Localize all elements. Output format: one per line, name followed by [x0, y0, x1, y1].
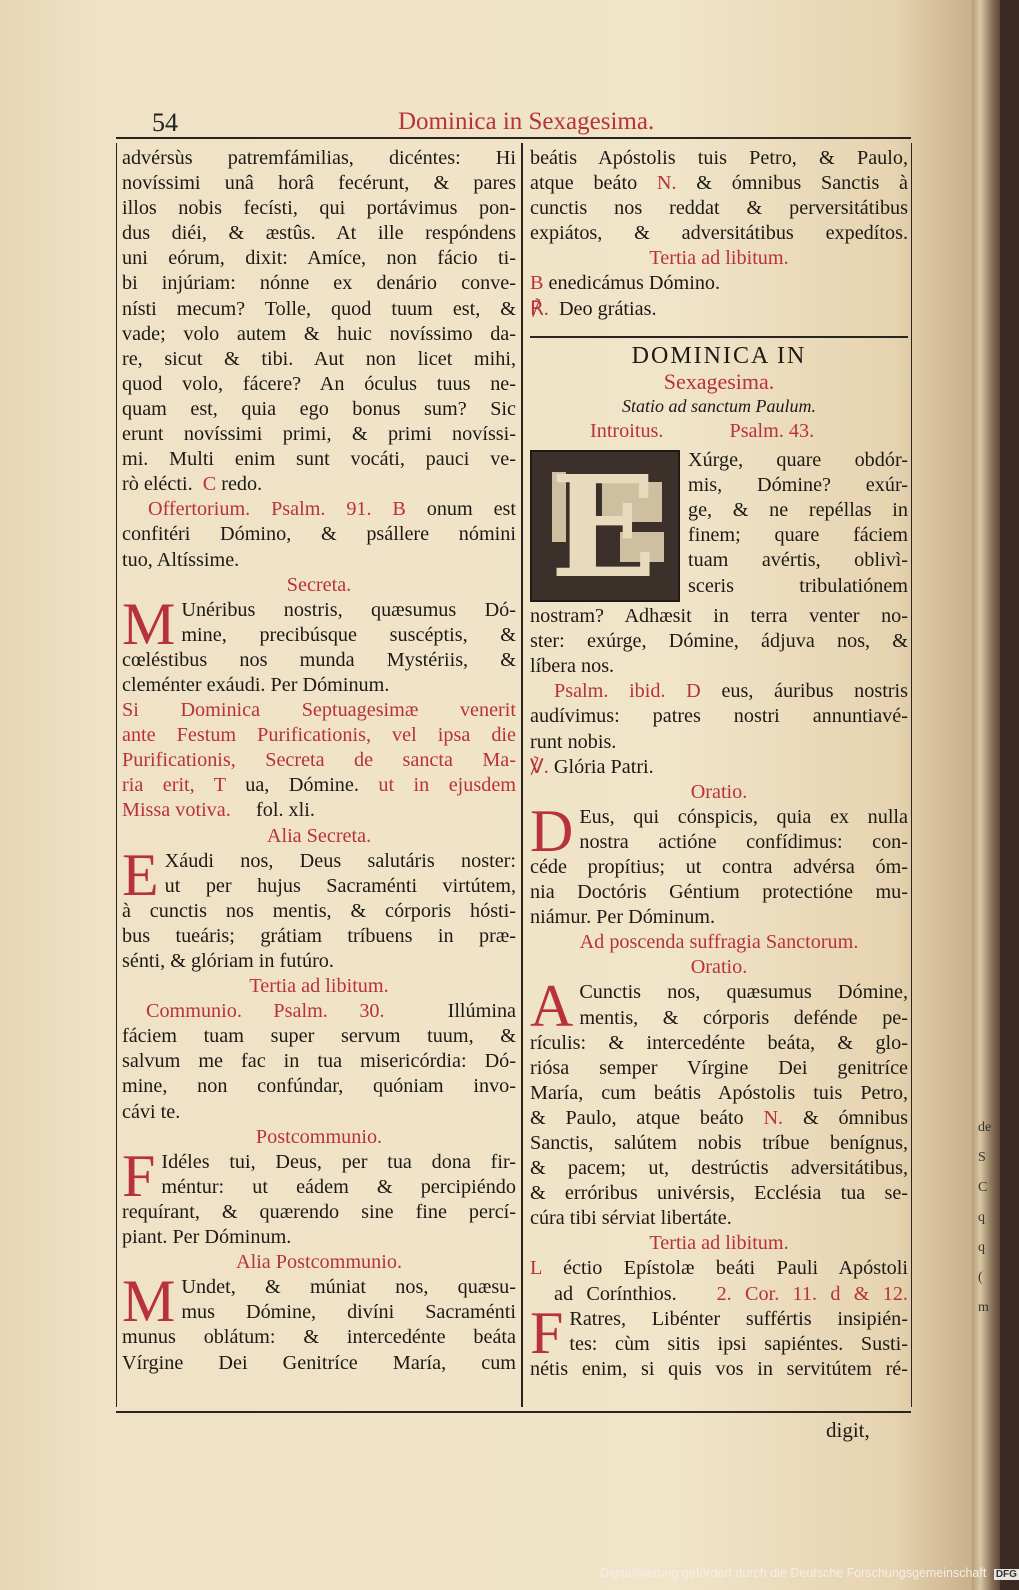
text-line: erunt novíssimi primi, & primi novíssi-	[122, 423, 516, 446]
tertia-ad-libitum: Tertia ad libitum.	[249, 975, 389, 998]
text-line: nia Doctóris Géntium protectióne mu-	[530, 881, 908, 904]
edge-fragment: S	[978, 1150, 986, 1165]
text-line: mis, Dómine? exúr-	[688, 474, 908, 497]
text-line: rículis: & intercedénte beáta, & glo-	[530, 1031, 908, 1054]
text-line: quod volo, fácere? An óculus tuus ne-	[122, 372, 516, 395]
text-line: audívimus: patres nostri annuntiavé-	[530, 705, 908, 728]
text-line: sénti, & glóriam in futúro.	[122, 950, 334, 972]
gloria-line: ℣. Glória Patri.	[530, 755, 654, 778]
right-column	[530, 146, 908, 1382]
tertia-ad-libitum: Tertia ad libitum.	[649, 247, 789, 270]
postcommunio-paragraph	[122, 1142, 516, 1250]
secreta-paragraph	[122, 590, 516, 698]
text-line: fáciem tuam super servum tuum, &	[122, 1025, 516, 1048]
communio-line: Communio. Psalm. 30. Illúmina	[146, 1000, 516, 1023]
introitus-rubric: Introitus. Psalm. 43.	[590, 419, 815, 442]
text-line: bus tueáris; grátiam tríbuens in præ-	[122, 924, 516, 947]
text-line: runt nobis.	[530, 730, 617, 753]
text-line: illos nobis fecísti, qui portávimus pon-	[122, 197, 516, 220]
psalm-line: Psalm. ibid. D eus, áuribus nostris	[554, 680, 908, 703]
text-line: uni eórum, dixit: Amíce, non fácio ti-	[122, 247, 516, 270]
text-line: beátis Apóstolis tuis Petro, & Paulo,	[530, 147, 908, 169]
text-line: méntur: ut eádem & percipiéndo	[161, 1175, 516, 1198]
section-heading-alia-postcommunio: Alia Postcommunio.	[236, 1251, 402, 1274]
lectio-line: ad Corínthios. 2. Cor. 11. d & 12.	[554, 1282, 908, 1305]
text-line: requírant, & quærendo sine fine percí-	[122, 1200, 516, 1223]
text-line: riósa semper Vírgine Dei genitríce	[530, 1056, 908, 1079]
alia-postcommunio-paragraph	[122, 1268, 516, 1375]
benedicamus-line: B enedicámus Dómino.	[530, 272, 721, 295]
facing-page-edge	[972, 0, 1000, 1590]
text-line: cúra tibi sérviat libertáte.	[530, 1207, 732, 1230]
edge-fragment: q	[978, 1240, 985, 1255]
text-line: céde propítius; ut contra advérsa óm-	[530, 855, 908, 878]
section-heading-postcommunio: Postcommunio.	[255, 1125, 383, 1148]
woodcut-initial	[530, 446, 680, 611]
running-title: Dominica in Sexagesima.	[398, 108, 655, 135]
text-line: cœléstibus nos munda Mystériis, &	[122, 648, 516, 671]
text-line: expiátos, & adversitátibus expedítos.	[530, 222, 908, 245]
text-line: mentis, & córporis defénde pe-	[579, 1006, 908, 1029]
rubric-line: Purificationis, Secreta de sancta Ma-	[122, 749, 516, 772]
text-line: bi injúriam: nónne ex denário conve-	[122, 272, 516, 295]
text-line: re, sicut & tibi. Aut non licet mihi,	[122, 347, 516, 370]
deo-gratias-line: ℟. Deo grátias.	[530, 297, 657, 320]
text-line: cávi te.	[122, 1100, 181, 1123]
text-line: tuam avértis, oblivì-	[688, 549, 908, 572]
text-line: cunctis nos reddat & perversitátibus	[530, 197, 908, 220]
text-line: advérsùs patremfámilias, dicéntes: Hi	[122, 147, 516, 169]
text-line: ge, & ne repéllas in	[688, 499, 908, 522]
text-line: munus oblátum: & intercedénte beáta	[122, 1326, 516, 1349]
text-line: tuo, Altíssime.	[122, 548, 240, 571]
text-line: mi. Multi enim sunt vocáti, pauci ve-	[122, 448, 516, 471]
text-line: María, cum beátis Apóstolis tuis Petro,	[530, 1081, 908, 1104]
text-line: Sanctis, salútem nobis tríbue benígnus,	[530, 1132, 908, 1154]
section-heading-secreta: Secreta.	[286, 573, 352, 596]
text-line: sceris tribulatiónem	[688, 574, 908, 597]
introitus-paragraph	[530, 446, 908, 611]
drop-initial: A	[530, 973, 574, 1040]
tertia-ad-libitum: Tertia ad libitum.	[649, 1232, 789, 1255]
text-line: nísti mecum? Tolle, quod tuum est, &	[122, 297, 516, 320]
section-heading-alia-secreta: Alia Secreta.	[266, 824, 372, 847]
text-line: novíssimi unâ horâ fecérunt, & pares	[122, 172, 516, 195]
feast-title: DOMINICA IN	[631, 342, 807, 369]
edge-fragment: m	[978, 1300, 989, 1315]
text-line: mus Dómine, divíni Sacraménti	[181, 1301, 516, 1324]
edge-fragment: q	[978, 1210, 985, 1225]
page-number: 54	[152, 108, 178, 137]
text-line: Ratres, Libénter suffértis insipién-	[569, 1307, 908, 1330]
text-line: cleménter exáudi. Per Dóminum.	[122, 673, 390, 696]
text-line: atque beáto N. & ómnibus Sanctis à	[530, 172, 908, 195]
credo-line: rò elécti. C redo.	[122, 473, 263, 496]
text-line: Undet, & múniat nos, quæsu-	[181, 1276, 516, 1299]
rubric-line: ria erit, T ua, Dómine. ut in ejusdem	[122, 774, 516, 797]
digitization-footer	[600, 1566, 1019, 1580]
text-line: salvum me fac in tua misericórdia: Dó-	[122, 1050, 516, 1073]
text-line: Idéles tui, Deus, per tua dona fir-	[161, 1150, 516, 1173]
edge-fragment: C	[978, 1180, 988, 1195]
drop-initial: D	[530, 797, 574, 864]
text-line: piant. Per Dóminum.	[122, 1226, 292, 1249]
rubric-line: Si Dominica Septuagesimæ venerit	[122, 699, 516, 722]
text-line: à cunctis nos mentis, & córporis hósti-	[122, 899, 516, 922]
dfg-logo: DFG	[995, 1569, 1017, 1580]
column-divider	[521, 143, 523, 1407]
drop-initial: E	[122, 841, 159, 908]
text-line: Xúrge, quare obdór-	[688, 449, 908, 472]
section-heading-ad-poscenda: Ad poscenda suffragia Sanctorum.	[579, 931, 859, 954]
edge-fragment: de	[978, 1120, 992, 1135]
catchword: digit,	[826, 1418, 870, 1442]
section-rule	[530, 336, 908, 338]
offertorium-rubric: Offertorium. Psalm. 91. B	[148, 498, 406, 521]
text-line: & Paulo, atque beáto N. & ómnibus	[530, 1106, 909, 1129]
oratio-paragraph	[530, 797, 908, 930]
offertorium-line: Offertorium. Psalm. 91. B onum est	[148, 498, 516, 521]
text-line: finem; quare fáciem	[688, 524, 908, 547]
rubric-line: ante Festum Purificationis, vel ipsa die	[122, 724, 516, 747]
section-heading-oratio: Oratio.	[690, 956, 748, 979]
drop-initial: M	[122, 1268, 176, 1335]
rubric-line: Missa votiva. fol. xli.	[122, 799, 315, 822]
text-line: Eus, qui cónspicis, quia ex nulla	[579, 805, 908, 828]
text-line: quam est, quia ego bonus sum? Sic	[122, 397, 516, 420]
drop-initial: F	[122, 1142, 156, 1209]
text-line: Xáudi nos, Deus salutáris noster:	[164, 849, 516, 872]
right-rule	[911, 143, 912, 1407]
edge-fragment: (	[978, 1270, 983, 1285]
text-line: nostra actióne confídimus: con-	[579, 830, 908, 853]
text-line: Vírgine Dei Genitríce María, cum	[122, 1351, 516, 1374]
text-line: niámur. Per Dóminum.	[530, 906, 716, 929]
woodcut-letter: E	[550, 446, 657, 611]
text-line: nostram? Adhæsit in terra venter no-	[530, 605, 908, 628]
text-line: líbera nos.	[530, 655, 615, 678]
lectio-line: L éctio Epístolæ beáti Pauli Apóstoli	[530, 1257, 908, 1280]
text-line: ster: exúrge, Dómine, ádjuva nos, &	[530, 630, 908, 653]
left-rule	[116, 143, 117, 1407]
oratio-paragraph	[530, 973, 909, 1231]
text-line: & pacem; ut, destrúctis adversitátibus,	[530, 1157, 908, 1180]
page-header	[0, 104, 972, 140]
drop-initial: F	[530, 1299, 564, 1366]
footer-text: Digitalisierung gefördert durch die Deutsche Forschungsgemeinschaft	[600, 1566, 987, 1580]
text-line: Unéribus nostris, quæsumus Dó-	[181, 598, 516, 621]
text-line: ut per hujus Sacraménti virtútem,	[164, 874, 516, 897]
text-line: vade; volo autem & huic novíssimo da-	[122, 322, 516, 345]
text-line: dus diéi, & æstûs. At ille respóndens	[122, 222, 516, 245]
drop-initial: M	[122, 590, 176, 657]
text-line: tes: cùm sitis ipsi sapiéntes. Susti-	[569, 1332, 908, 1355]
statio-line: Statio ad sanctum Paulum.	[622, 395, 816, 416]
text-line: mine, non confúndar, quóniam invo-	[122, 1075, 516, 1098]
left-column	[122, 146, 516, 1376]
text-line: & erróribus univérsis, Ecclésia tua se-	[530, 1182, 908, 1205]
text-line: Cunctis nos, quæsumus Dómine,	[579, 981, 908, 1004]
text-line: nétis enim, si quis vos in servitútem ré-	[530, 1357, 908, 1380]
section-heading-oratio: Oratio.	[690, 780, 748, 803]
text-line: confitéri Dómino, & psállere nómini	[122, 523, 516, 546]
feast-subtitle: Sexagesima.	[663, 368, 775, 394]
alia-secreta-paragraph	[122, 841, 516, 974]
text-line: mine, precibúsque suscéptis, &	[181, 623, 516, 646]
epistle-paragraph	[530, 1299, 908, 1382]
